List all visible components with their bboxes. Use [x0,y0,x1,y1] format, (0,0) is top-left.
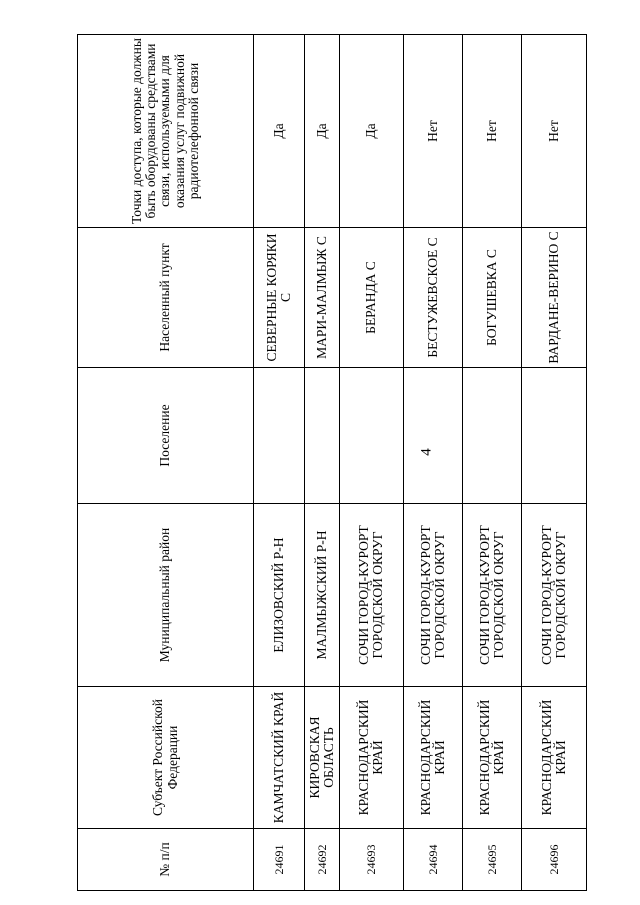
table-row [305,35,339,891]
cell-settlement [339,368,404,504]
cell-access-points: Нет [522,35,587,228]
cell-municipal-district: СОЧИ ГОРОД-КУРОРТ ГОРОДСКОЙ ОКРУГ [339,504,404,687]
cell-settlement [305,368,339,504]
cell-settlement [254,368,305,504]
cell-settlement [463,368,522,504]
cell-subject: КАМЧАТСКИЙ КРАЙ [254,687,305,829]
cell-municipal-district: СОЧИ ГОРОД-КУРОРТ ГОРОДСКОЙ ОКРУГ [463,504,522,687]
header-locality: Населенный пункт [78,228,254,368]
cell-locality: БОГУШЕВКА С [463,228,522,368]
table-header-row [78,35,254,891]
cell-subject: КРАСНОДАРСКИЙ КРАЙ [522,687,587,829]
table-row [254,35,305,891]
cell-access-points: Да [254,35,305,228]
cell-subject: КРАСНОДАРСКИЙ КРАЙ [463,687,522,829]
cell-municipal-district: СОЧИ ГОРОД-КУРОРТ ГОРОДСКОЙ ОКРУГ [522,504,587,687]
header-subject: Субъект Российской Федерации [78,687,254,829]
page-number: 4 [418,448,435,456]
table-row [404,35,463,891]
cell-number: 24691 [254,829,305,891]
cell-subject: КРАСНОДАРСКИЙ КРАЙ [404,687,463,829]
header-municipal-district: Муниципальный район [78,504,254,687]
cell-municipal-district: ЕЛИЗОВСКИЙ Р-Н [254,504,305,687]
header-settlement: Поселение [78,368,254,504]
cell-access-points: Да [305,35,339,228]
cell-access-points: Да [339,35,404,228]
cell-number: 24695 [463,829,522,891]
cell-number: 24692 [305,829,339,891]
cell-access-points: Нет [463,35,522,228]
cell-subject: КИРОВСКАЯ ОБЛАСТЬ [305,687,339,829]
cell-municipal-district: МАЛМЫЖСКИЙ Р-Н [305,504,339,687]
cell-number: 24694 [404,829,463,891]
table-row [463,35,522,891]
cell-municipal-district: СОЧИ ГОРОД-КУРОРТ ГОРОДСКОЙ ОКРУГ [404,504,463,687]
cell-locality: МАРИ-МАЛМЫЖ С [305,228,339,368]
document-table-container [77,35,587,891]
cell-settlement [404,368,463,504]
cell-settlement [522,368,587,504]
table-row [339,35,404,891]
cell-number: 24696 [522,829,587,891]
cell-locality: СЕВЕРНЫЕ КОРЯКИ С [254,228,305,368]
cell-locality: БЕСТУЖЕВСКОЕ С [404,228,463,368]
cell-number: 24693 [339,829,404,891]
access-points-table [77,34,587,891]
header-access-points: Точки доступа, которые должны быть оборудованы средствами связи, используемыми для оказания услуг подвижной радиотелефонной связи [78,35,254,228]
header-number: № п/п [78,829,254,891]
cell-locality: ВАРДАНЕ-ВЕРИНО С [522,228,587,368]
cell-locality: БЕРАНДА С [339,228,404,368]
cell-access-points: Нет [404,35,463,228]
table-row [522,35,587,891]
cell-subject: КРАСНОДАРСКИЙ КРАЙ [339,687,404,829]
